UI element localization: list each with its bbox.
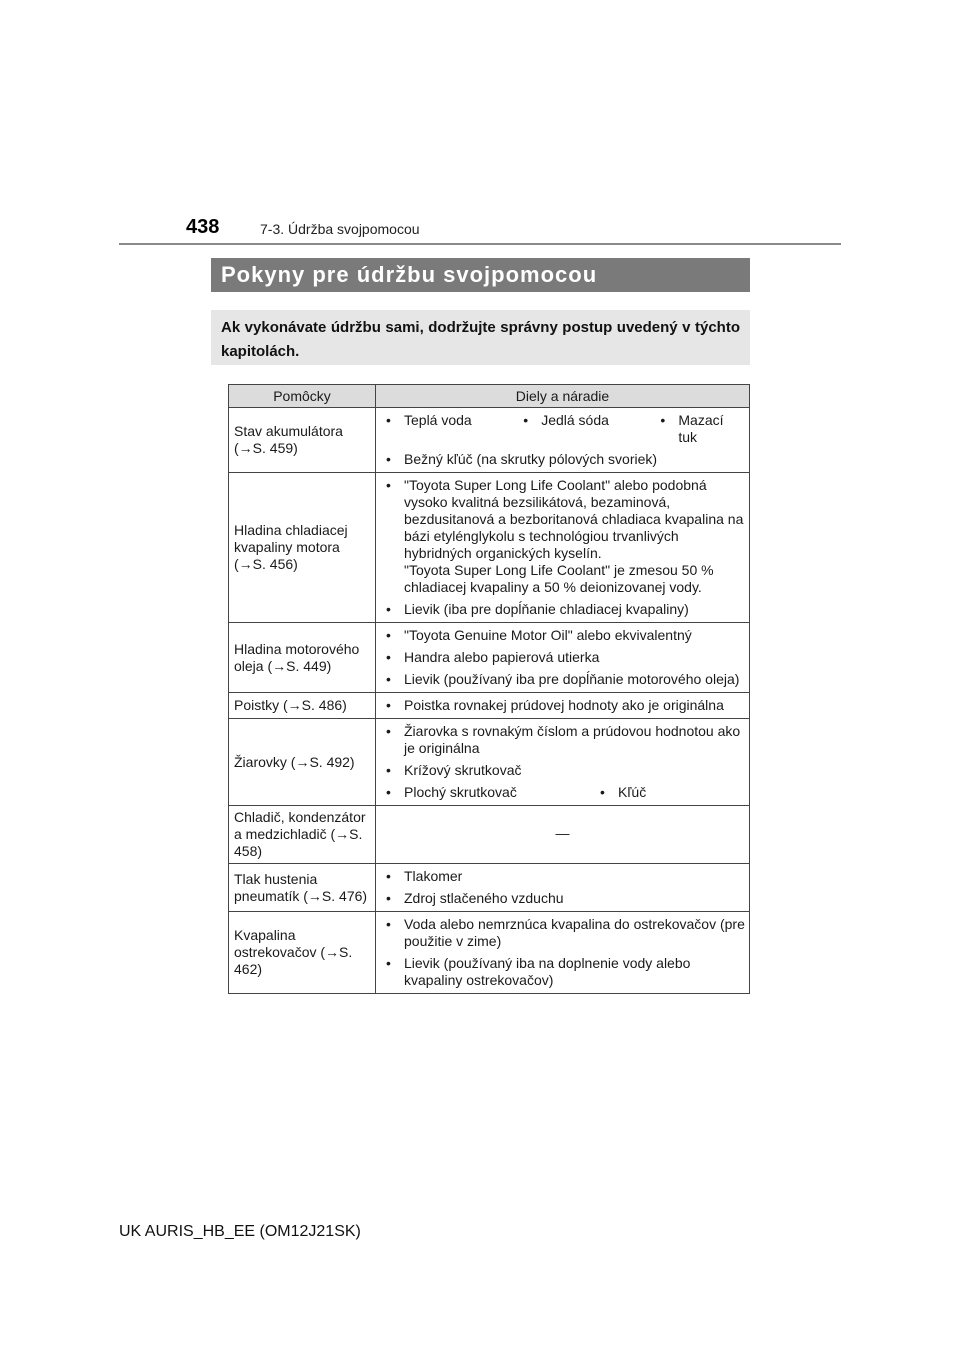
bullet-icon: • <box>386 916 391 932</box>
tool-name: Hladina chladiacej kvapaliny motora (→S. 456) <box>229 473 376 623</box>
section-title: Pokyny pre údržbu svojpomocou <box>211 258 750 292</box>
list-item <box>380 671 745 688</box>
list-item <box>380 451 745 468</box>
tools-table <box>228 384 750 994</box>
table-row <box>229 912 750 994</box>
list-item <box>380 627 745 644</box>
bullet-icon: • <box>386 412 391 428</box>
parts-cell <box>376 693 750 719</box>
parts-cell: — <box>376 806 750 864</box>
list-item <box>380 868 745 885</box>
page-number: 438 <box>186 216 220 238</box>
tool-name: Žiarovky (→S. 492) <box>229 719 376 806</box>
list-item-text: Krížový skrutkovač <box>404 762 522 778</box>
bullet-icon: • <box>386 451 391 467</box>
list-item <box>380 477 745 596</box>
bullet-icon: • <box>660 412 666 428</box>
parts-cell <box>376 473 750 623</box>
table-row <box>229 408 750 473</box>
list-item-text: Handra alebo papierová utierka <box>404 649 600 665</box>
header-rule <box>119 243 841 245</box>
list-item-text: Poistka rovnakej prúdovej hodnoty ako je originálna <box>404 697 724 713</box>
list-item <box>517 412 654 446</box>
tool-name: Hladina motorového oleja (→S. 449) <box>229 623 376 693</box>
list-item <box>380 916 745 950</box>
table-row <box>229 864 750 912</box>
list-item <box>654 412 745 446</box>
list-item <box>380 723 745 757</box>
list-item-text: Tlakomer <box>404 868 463 884</box>
table-row <box>229 693 750 719</box>
table-row <box>229 623 750 693</box>
header-tools: Pomôcky <box>229 385 376 408</box>
list-item <box>380 890 745 907</box>
bullet-icon: • <box>523 412 529 428</box>
list-item-text: "Toyota Super Long Life Coolant" alebo podobná vysoko kvalitná bezsilikátová, bezaminová, bezdusitanová a bezboritanová chladiaca kvapalina na bázi etylénglykolu s technológiou trvanlivých hybridných organických kyselín. "Toyota Super Long Life Coolant" je zmesou 50 % chladiacej kvapaliny a 50 % deionizovanej vody. <box>404 477 744 595</box>
intro-text: Ak vykonávate údržbu sami, dodržujte správny postup uvedený v týchto kapitolách. <box>211 310 750 365</box>
bullet-icon: • <box>386 477 391 493</box>
bullet-icon: • <box>386 627 391 643</box>
list-item-text: Teplá voda <box>404 412 472 428</box>
parts-cell <box>376 719 750 806</box>
list-item <box>380 697 745 714</box>
list-item-text: Lievik (používaný iba na doplnenie vody alebo kvapaliny ostrekovačov) <box>404 955 691 988</box>
list-item <box>380 955 745 989</box>
parts-cell <box>376 864 750 912</box>
bullet-icon: • <box>386 762 391 778</box>
tool-name: Poistky (→S. 486) <box>229 693 376 719</box>
list-item-text: Plochý skrutkovač <box>404 784 517 800</box>
bullet-icon: • <box>386 723 391 739</box>
parts-cell <box>376 408 750 473</box>
list-item <box>380 412 517 446</box>
table-body <box>229 408 750 994</box>
list-item-text: Lievik (používaný iba pre dopĺňanie motorového oleja) <box>404 671 740 687</box>
tool-name: Kvapalina ostrekovačov (→S. 462) <box>229 912 376 994</box>
table-row <box>229 719 750 806</box>
bullet-icon: • <box>386 649 391 665</box>
bullet-icon: • <box>386 784 391 800</box>
section-reference: 7-3. Údržba svojpomocou <box>260 221 420 237</box>
bullet-icon: • <box>386 890 391 906</box>
parts-cell <box>376 623 750 693</box>
bullet-icon: • <box>386 955 391 971</box>
list-item-text: Mazací tuk <box>678 412 724 445</box>
parts-cell <box>376 912 750 994</box>
bullet-icon: • <box>386 868 391 884</box>
header-parts: Diely a náradie <box>376 385 750 408</box>
bullet-icon: • <box>386 697 391 713</box>
list-item <box>380 649 745 666</box>
list-item-text: Žiarovka s rovnakým číslom a prúdovou hodnotou ako je originálna <box>404 723 741 756</box>
tool-name: Stav akumulátora (→S. 459) <box>229 408 376 473</box>
list-item <box>594 784 646 801</box>
bullet-icon: • <box>386 601 391 617</box>
tool-name: Tlak hustenia pneumatík (→S. 476) <box>229 864 376 912</box>
list-item-text: Jedlá sóda <box>541 412 609 428</box>
list-item <box>380 784 594 801</box>
list-item-text: Kľúč <box>618 784 647 800</box>
list-item <box>380 601 745 618</box>
table-row <box>229 806 750 864</box>
list-item-text: "Toyota Genuine Motor Oil" alebo ekvivalentný <box>404 627 692 643</box>
table-row <box>229 473 750 623</box>
list-item-text: Lievik (iba pre dopĺňanie chladiacej kvapaliny) <box>404 601 689 617</box>
list-item-text: Zdroj stlačeného vzduchu <box>404 890 564 906</box>
bullet-icon: • <box>600 784 605 800</box>
table-header-row <box>229 385 750 408</box>
list-item <box>380 762 745 779</box>
list-item-text: Voda alebo nemrznúca kvapalina do ostrekovačov (pre použitie v zime) <box>404 916 745 949</box>
bullet-icon: • <box>386 671 391 687</box>
tool-name: Chladič, kondenzátor a medzichladič (→S. 458) <box>229 806 376 864</box>
footer-model-code: UK AURIS_HB_EE (OM12J21SK) <box>119 1223 361 1240</box>
list-item-text: Bežný kľúč (na skrutky pólových svoriek) <box>404 451 658 467</box>
